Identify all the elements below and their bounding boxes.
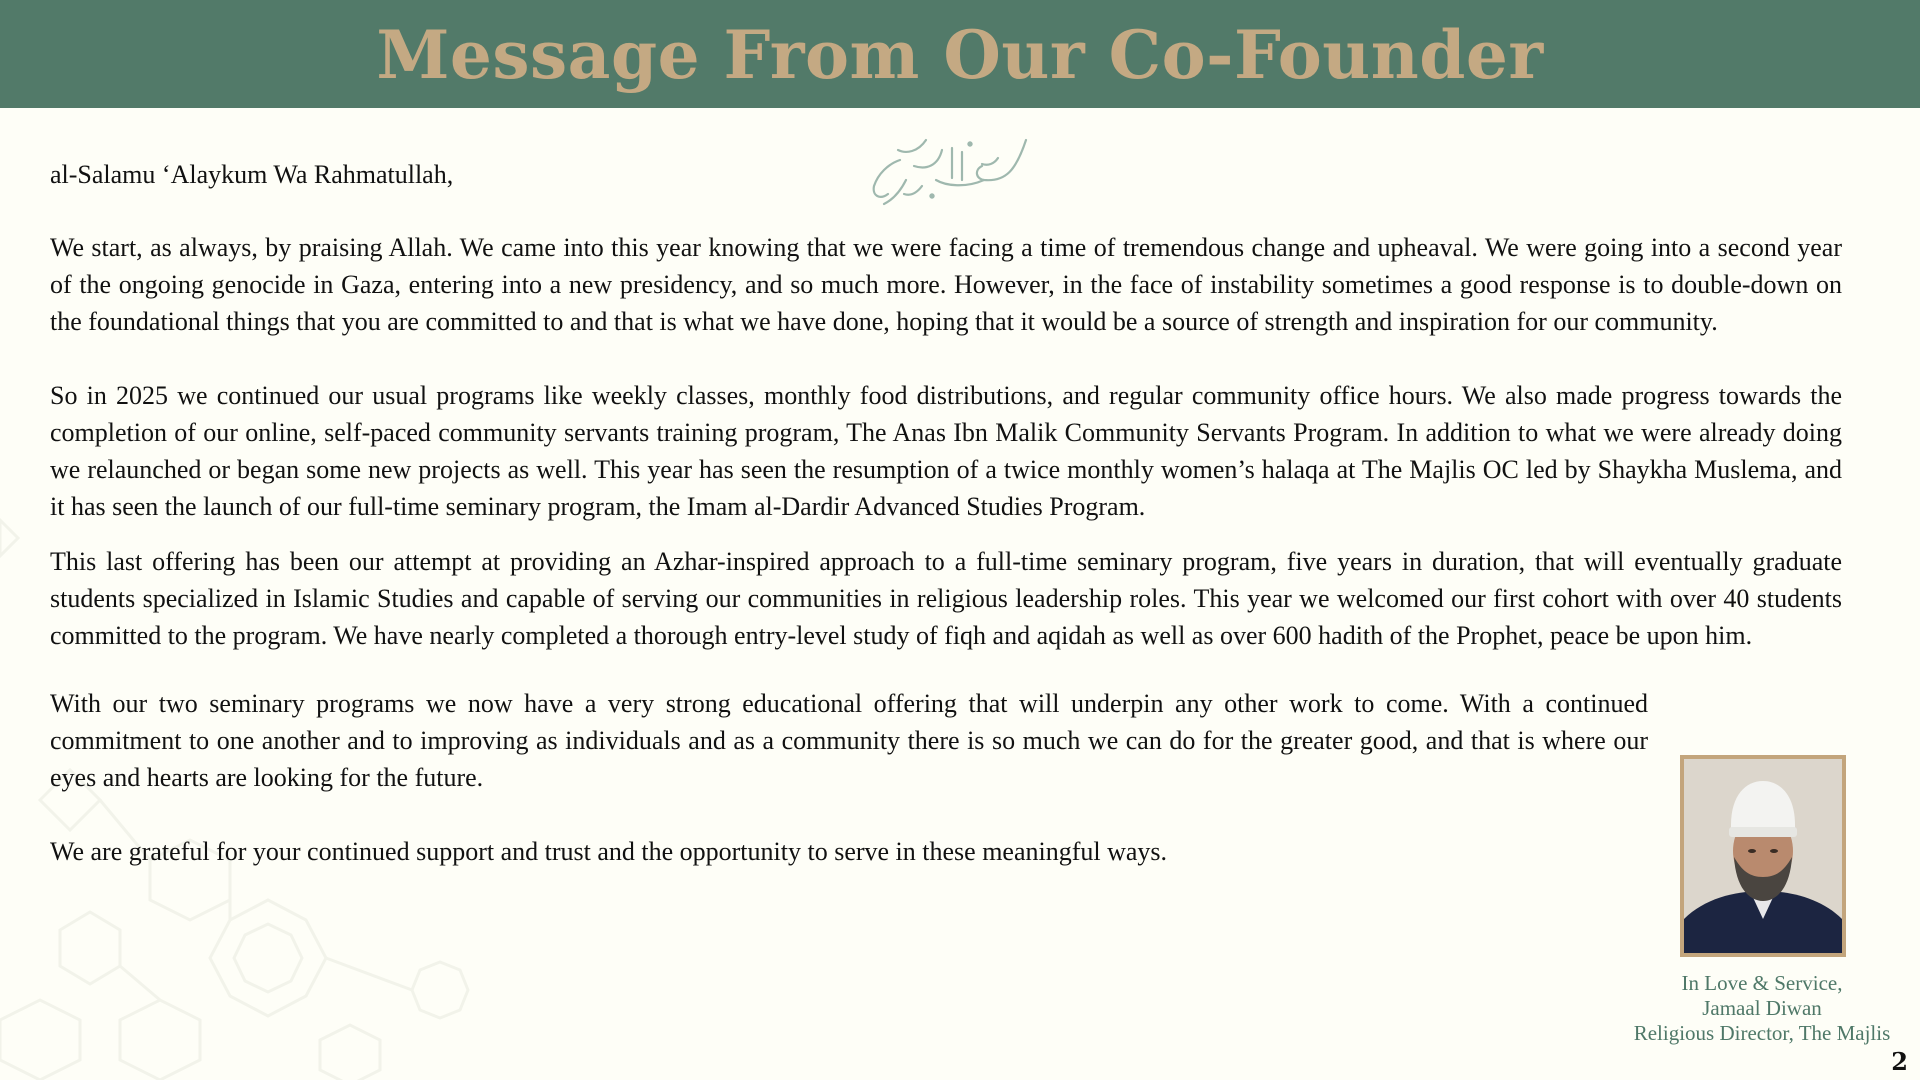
paragraph-5: We are grateful for your continued support and trust and the opportunity to serve in these meaningful ways. xyxy=(50,837,1168,866)
portrait-photo-icon xyxy=(1684,759,1842,953)
greeting: al-Salamu ‘Alaykum Wa Rahmatullah, xyxy=(50,160,454,189)
paragraph-1: We start, as always, by praising Allah. We came into this year knowing that we were facing a time of tremendous change and upheaval. We were going into a second year of the ongoing genocide in Gaza, entering into a new presidency, and so much more. However, in the face of instability sometimes a good response is to double-down on the foundational things that you are committed to and that is what we have done, hoping that it would be a source of strength and inspiration for our community. xyxy=(50,233,1842,336)
signature-closing: In Love & Service, xyxy=(1681,971,1843,995)
paragraph-2: So in 2025 we continued our usual programs like weekly classes, monthly food distributions, and regular community office hours. We also made progress towards the completion of our online, self-paced community servants training program, The Anas Ibn Malik Community Servants Program. In addition to what we were already doing we relaunched or began some new projects as well. This year has seen the resumption of a twice monthly women’s halaqa at The Majlis OC led by Shaykha Muslema, and it has seen the launch of our full-time seminary program, the Imam al-Dardir Advanced Studies Program. xyxy=(50,381,1842,521)
signature-name: Jamaal Diwan xyxy=(1702,996,1822,1020)
page-number: 2 xyxy=(1891,1047,1908,1076)
paragraph-4: With our two seminary programs we now have a very strong educational offering that will underpin any other work to come. With a continued commitment to one another and to improving as individuals and as a community there is so much we can do for the greater good, and that is where our eyes and hearts are looking for the future. xyxy=(50,689,1648,792)
cofounder-portrait xyxy=(1680,755,1846,957)
signature-block xyxy=(1612,971,1912,1046)
letter-body xyxy=(50,156,1842,870)
page-title: Message From Our Co-Founder xyxy=(376,16,1544,94)
signature-role: Religious Director, The Majlis xyxy=(1633,1021,1891,1045)
paragraph-3: This last offering has been our attempt at providing an Azhar-inspired approach to a full-time seminary program, five years in duration, that will eventually graduate students specialized in Islamic Studies and capable of serving our communities in religious leadership roles. This year we welcomed our first cohort with over 40 students committed to the program. We have nearly completed a thorough entry-level study of fiqh and aqidah as well as over 600 hadith of the Prophet, peace be upon him. xyxy=(50,547,1842,650)
header-banner xyxy=(0,0,1920,108)
